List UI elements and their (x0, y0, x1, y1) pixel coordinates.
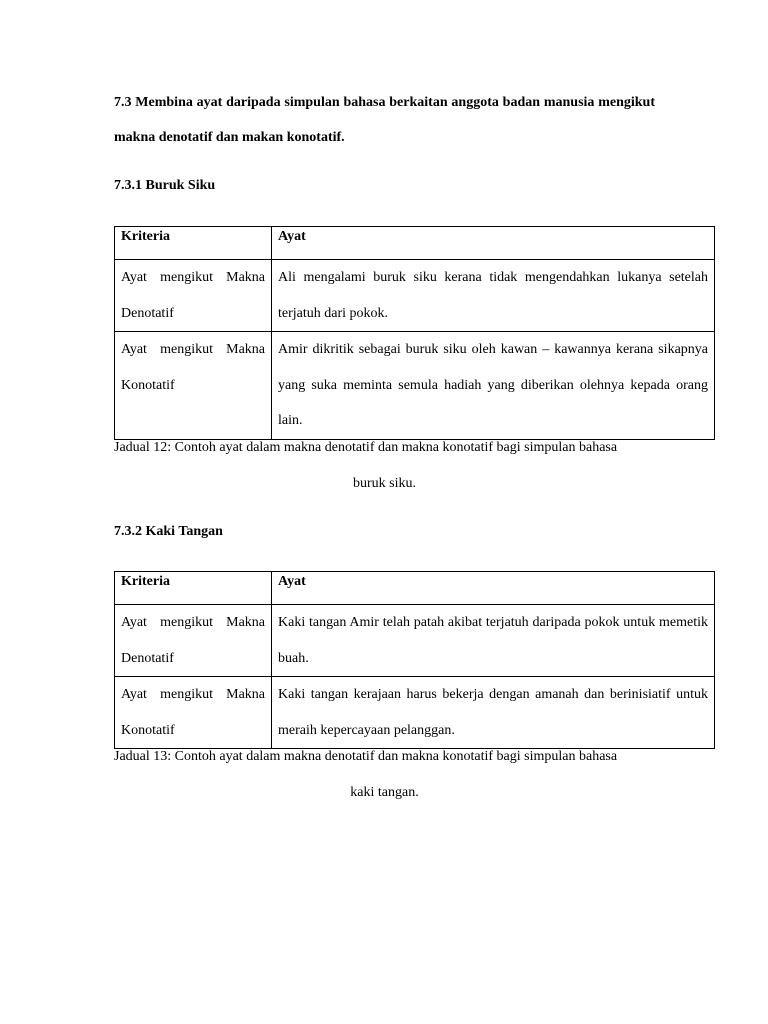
column-header-ayat: Ayat (272, 227, 715, 260)
column-header-kriteria: Kriteria (115, 572, 272, 605)
table-kaki-tangan (114, 571, 715, 749)
table-row (115, 677, 715, 749)
column-header-ayat: Ayat (272, 572, 715, 605)
column-header-kriteria: Kriteria (115, 227, 272, 260)
caption-line-2: buruk siku. (353, 476, 416, 491)
table-row (115, 332, 715, 440)
caption-line-2: kaki tangan. (350, 785, 419, 800)
table-row (115, 605, 715, 677)
caption-line-1: Jadual 13: Contoh ayat dalam makna denotatif dan makna konotatif bagi simpulan bahasa (114, 749, 618, 764)
table-header-row (115, 572, 715, 605)
section-heading: 7.3 Membina ayat daripada simpulan bahasa berkaitan anggota badan manusia mengikut makna denotatif dan makan konotatif. (114, 95, 655, 145)
caption-line-1: Jadual 12: Contoh ayat dalam makna denotatif dan makna konotatif bagi simpulan bahasa (114, 440, 618, 455)
kriteria-cell: Ayat mengikut Makna Konotatif (115, 332, 272, 440)
table-caption (114, 439, 655, 492)
ayat-cell: Ali mengalami buruk siku kerana tidak mengendahkan lukanya setelah terjatuh dari pokok. (272, 260, 715, 332)
table-row (115, 260, 715, 332)
table-caption (114, 748, 655, 801)
kriteria-cell: Ayat mengikut Makna Konotatif (115, 677, 272, 749)
kriteria-cell: Ayat mengikut Makna Denotatif (115, 260, 272, 332)
ayat-cell: Amir dikritik sebagai buruk siku oleh kawan – kawannya kerana sikapnya yang suka meminta semula hadiah yang diberikan olehnya kepada orang lain. (272, 332, 715, 440)
table-buruk-siku (114, 226, 715, 440)
kriteria-cell: Ayat mengikut Makna Denotatif (115, 605, 272, 677)
subsection-heading-kaki-tangan: 7.3.2 Kaki Tangan (114, 524, 223, 539)
table-header-row (115, 227, 715, 260)
ayat-cell: Kaki tangan Amir telah patah akibat terjatuh daripada pokok untuk memetik buah. (272, 605, 715, 677)
ayat-cell: Kaki tangan kerajaan harus bekerja dengan amanah dan berinisiatif untuk meraih kepercayaan pelanggan. (272, 677, 715, 749)
subsection-heading-buruk-siku: 7.3.1 Buruk Siku (114, 178, 216, 193)
